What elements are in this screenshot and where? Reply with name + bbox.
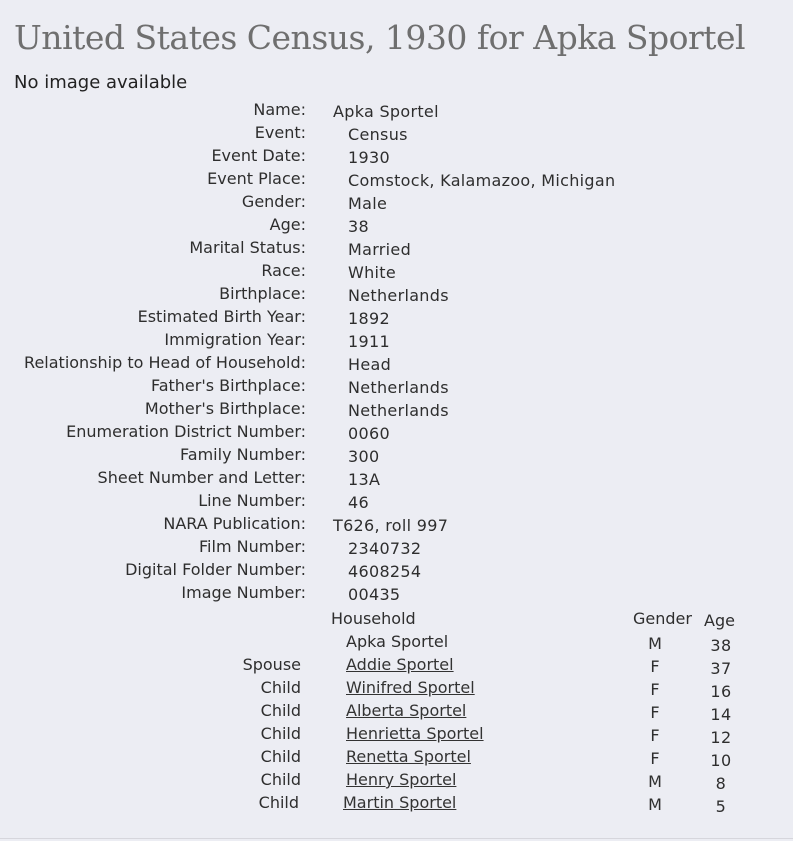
member-relation: Child: [260, 747, 301, 766]
field-value: 1930: [348, 148, 390, 167]
field-value: Head: [348, 355, 392, 374]
field-row-relationship: [0, 353, 793, 376]
member-name-link[interactable]: Renetta Sportel: [346, 747, 471, 766]
field-row-name: [0, 100, 793, 123]
field-row-estimated-birth-year: [0, 307, 793, 330]
field-label: Relationship to Head of Household:: [24, 353, 306, 372]
member-name-link[interactable]: Winifred Sportel: [346, 678, 475, 697]
field-label: Enumeration District Number:: [66, 422, 306, 441]
field-row-line-number: [0, 491, 793, 514]
household-member-row: [0, 678, 793, 701]
field-value: 4608254: [348, 562, 422, 581]
field-row-immigration-year: [0, 330, 793, 353]
household-header: Household: [331, 609, 416, 628]
field-row-race: [0, 261, 793, 284]
household-member-row: [0, 770, 793, 793]
record-fields: [0, 100, 793, 606]
field-row-birthplace: [0, 284, 793, 307]
member-name-link[interactable]: Alberta Sportel: [346, 701, 467, 720]
member-gender: M: [648, 772, 662, 791]
member-age: 12: [710, 728, 732, 747]
field-value: 46: [348, 493, 369, 512]
field-label: Event Date:: [211, 146, 306, 165]
field-value: T626, roll 997: [333, 516, 449, 535]
field-label: Line Number:: [198, 491, 306, 510]
member-gender: F: [650, 726, 660, 745]
field-row-image-number: [0, 583, 793, 606]
member-name-link[interactable]: Henry Sportel: [346, 770, 457, 789]
member-gender: F: [650, 680, 660, 699]
member-gender: F: [650, 703, 660, 722]
field-row-event-place: [0, 169, 793, 192]
field-value: White: [348, 263, 397, 282]
field-label: Race:: [261, 261, 306, 280]
field-label: Mother's Birthplace:: [144, 399, 306, 418]
member-name-link[interactable]: Addie Sportel: [346, 655, 454, 674]
member-name: Apka Sportel: [346, 632, 449, 651]
member-age: 14: [710, 705, 732, 724]
field-value: 300: [348, 447, 380, 466]
gender-header: Gender: [633, 609, 692, 628]
divider: [0, 838, 793, 839]
field-label: Age:: [269, 215, 306, 234]
field-label: Father's Birthplace:: [150, 376, 306, 395]
field-value: Comstock, Kalamazoo, Michigan: [348, 171, 616, 190]
member-relation: Child: [260, 678, 301, 697]
field-label: Digital Folder Number:: [125, 560, 306, 579]
field-row-family-number: [0, 445, 793, 468]
field-value: Married: [348, 240, 412, 259]
household-member-row: [0, 701, 793, 724]
field-row-fathers-birthplace: [0, 376, 793, 399]
member-gender: M: [648, 634, 662, 653]
field-label: NARA Publication:: [163, 514, 306, 533]
member-relation: Child: [258, 793, 299, 812]
member-age: 16: [710, 682, 732, 701]
field-row-age: [0, 215, 793, 238]
member-age: 8: [715, 774, 727, 793]
field-label: Name:: [253, 100, 306, 119]
member-age: 37: [710, 659, 732, 678]
field-row-event-date: [0, 146, 793, 169]
field-value: 00435: [348, 585, 401, 604]
member-age: 38: [710, 636, 732, 655]
field-row-sheet-number: [0, 468, 793, 491]
field-row-digital-folder-number: [0, 560, 793, 583]
field-label: Family Number:: [180, 445, 306, 464]
field-value: Census: [348, 125, 408, 144]
member-relation: Child: [260, 724, 301, 743]
field-value: Netherlands: [348, 401, 449, 420]
field-label: Event:: [254, 123, 306, 142]
field-label: Film Number:: [199, 537, 306, 556]
field-value: 1892: [348, 309, 390, 328]
member-gender: M: [648, 795, 662, 814]
field-row-mothers-birthplace: [0, 399, 793, 422]
member-relation: Child: [260, 701, 301, 720]
household-member-row: [0, 724, 793, 747]
household-member-row: [0, 747, 793, 770]
field-row-event: [0, 123, 793, 146]
member-name-link[interactable]: Henrietta Sportel: [346, 724, 484, 743]
field-row-nara-publication: [0, 514, 793, 537]
member-age: 10: [710, 751, 732, 770]
member-gender: F: [650, 657, 660, 676]
field-value: Male: [348, 194, 388, 213]
household-member-row: [0, 655, 793, 678]
field-label: Sheet Number and Letter:: [97, 468, 306, 487]
field-label: Immigration Year:: [164, 330, 306, 349]
member-relation: Child: [260, 770, 301, 789]
field-value: 13A: [348, 470, 381, 489]
field-label: Marital Status:: [189, 238, 306, 257]
field-value: 2340732: [348, 539, 422, 558]
field-label: Birthplace:: [219, 284, 306, 303]
member-name-link[interactable]: Martin Sportel: [343, 793, 457, 812]
household-member-row: [0, 632, 793, 655]
household-member-row: [0, 793, 793, 816]
field-value: Apka Sportel: [333, 102, 439, 121]
field-label: Image Number:: [181, 583, 306, 602]
field-value: Netherlands: [348, 286, 449, 305]
field-row-enumeration-district: [0, 422, 793, 445]
field-label: Gender:: [241, 192, 306, 211]
field-row-marital-status: [0, 238, 793, 261]
field-label: Event Place:: [207, 169, 306, 188]
field-value: Netherlands: [348, 378, 449, 397]
field-value: 1911: [348, 332, 390, 351]
field-row-film-number: [0, 537, 793, 560]
field-label: Estimated Birth Year:: [137, 307, 306, 326]
age-header: Age: [704, 611, 735, 630]
no-image-notice: No image available: [14, 72, 188, 93]
field-value: 38: [348, 217, 369, 236]
field-row-gender: [0, 192, 793, 215]
page-title: United States Census, 1930 for Apka Sportel: [14, 18, 746, 57]
field-value: 0060: [348, 424, 390, 443]
member-gender: F: [650, 749, 660, 768]
member-age: 5: [715, 797, 727, 816]
member-relation: Spouse: [242, 655, 301, 674]
